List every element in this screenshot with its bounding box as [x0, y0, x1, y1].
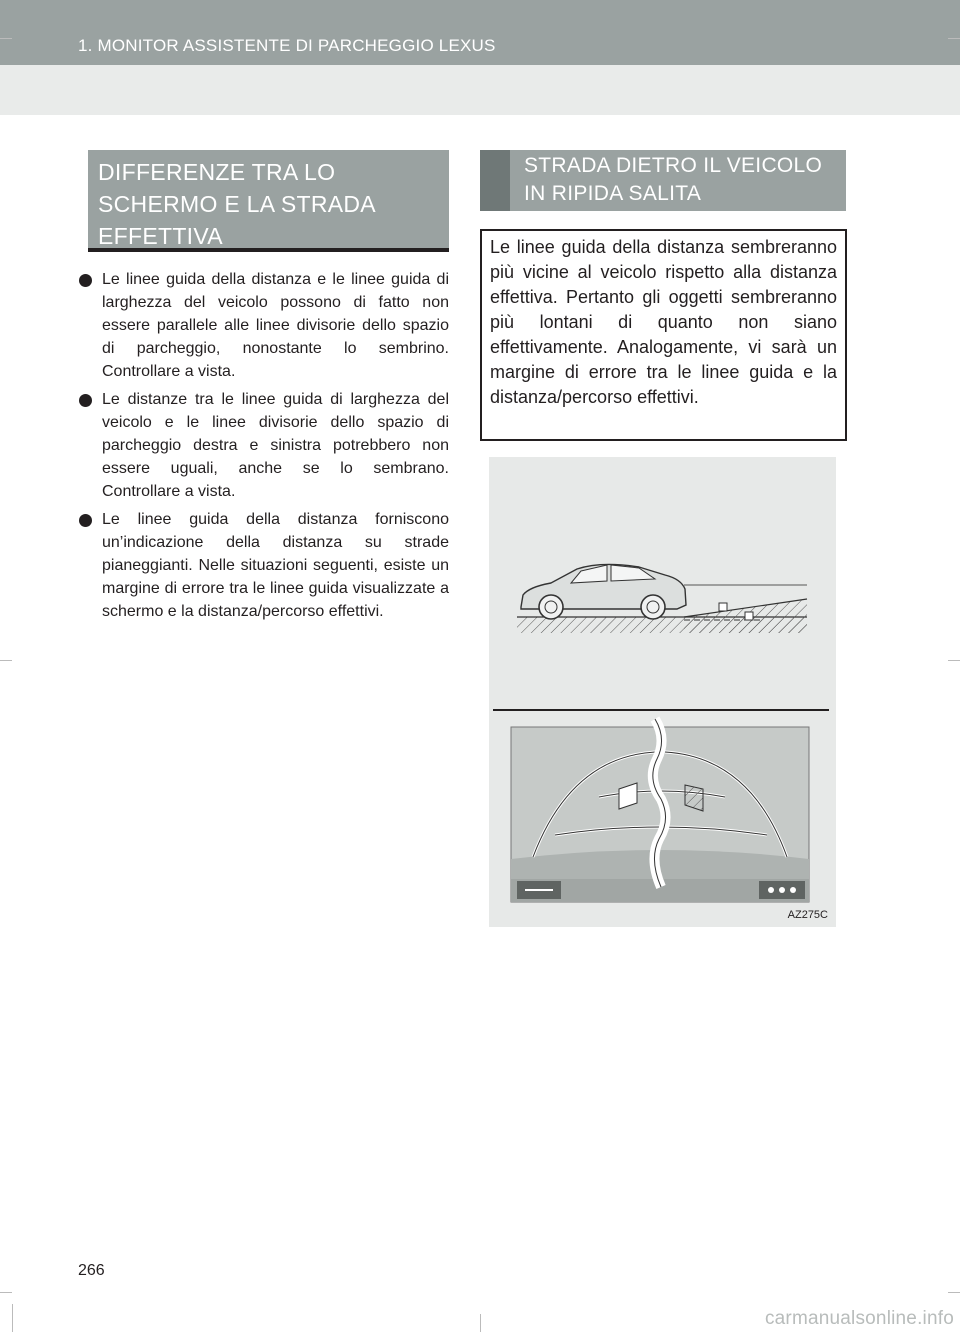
- section-heading-text: DIFFERENZE TRA LO SCHERMO E LA STRADA EFFETTIVA: [98, 159, 375, 249]
- figure-code: AZ275C: [787, 909, 828, 921]
- sensor-dot: [790, 887, 796, 893]
- list-item: [76, 388, 449, 503]
- sensor-dot: [768, 887, 774, 893]
- crop-mark: [480, 1314, 481, 1332]
- camera-screen: [511, 719, 809, 902]
- note-box: [480, 229, 847, 441]
- bullet-icon: [79, 274, 92, 287]
- page-number: 266: [78, 1262, 105, 1279]
- bullet-icon: [79, 394, 92, 407]
- wheel-front-icon: [539, 595, 563, 619]
- header-sub-band: [0, 65, 960, 115]
- list-item: [76, 268, 449, 383]
- illustration-drawing: [489, 457, 836, 927]
- list-item-text: Le linee guida della distanza e le linee guida di larghezza del veicolo possono di fatto non essere parallele alle linee divisorie dello spazio di parcheggio, nonostante lo sembrino. Controllare a vista.: [102, 271, 449, 380]
- wheel-rear-icon: [641, 595, 665, 619]
- object-box: [719, 603, 727, 611]
- note-text: Le linee guida della distanza sembreranno più vicine al veicolo rispetto alla distanza effettiva. Pertanto gli oggetti sembreranno più lontani di quanto non siano effettivamente. Analogamente, vi sarà un margine di errore tra le linee guida e la distanza/percorso effettivi.: [490, 237, 837, 407]
- bullet-icon: [79, 514, 92, 527]
- sensor-dot: [779, 887, 785, 893]
- crop-mark: [948, 1292, 960, 1293]
- side-view: [517, 564, 807, 633]
- list-item: [76, 508, 449, 623]
- crop-mark: [0, 660, 12, 661]
- list-item-text: Le distanze tra le linee guida di larghezza del veicolo e le linee divisorie dello spazio di parcheggio destra e sinistra potrebbero non essere uguali, anche se lo sembrano. Controllare a vista.: [102, 391, 449, 500]
- chapter-title: 1. MONITOR ASSISTENTE DI PARCHEGGIO LEXUS: [78, 36, 496, 55]
- list-item-text: Le linee guida della distanza forniscono un’indicazione della distanza su strade pianeggianti. Nelle situazioni seguenti, esiste un margine di errore tra le linee guida visualizzate a schermo e la distanza/percorso effettivi.: [102, 511, 449, 620]
- bullet-list: [76, 268, 449, 628]
- illustration: [489, 457, 836, 927]
- heading-accent-bar: [480, 150, 510, 211]
- crop-mark: [12, 1304, 13, 1332]
- object-box: [745, 612, 753, 620]
- section-heading-text: STRADA DIETRO IL VEICOLO IN RIPIDA SALITA: [524, 154, 823, 205]
- crop-mark: [0, 38, 12, 39]
- watermark: carmanualsonline.info: [764, 1308, 954, 1329]
- crop-mark: [0, 1292, 12, 1293]
- crop-mark: [948, 38, 960, 39]
- section-heading-uphill: [480, 150, 846, 211]
- crop-mark: [948, 660, 960, 661]
- section-heading-differences: [88, 150, 449, 252]
